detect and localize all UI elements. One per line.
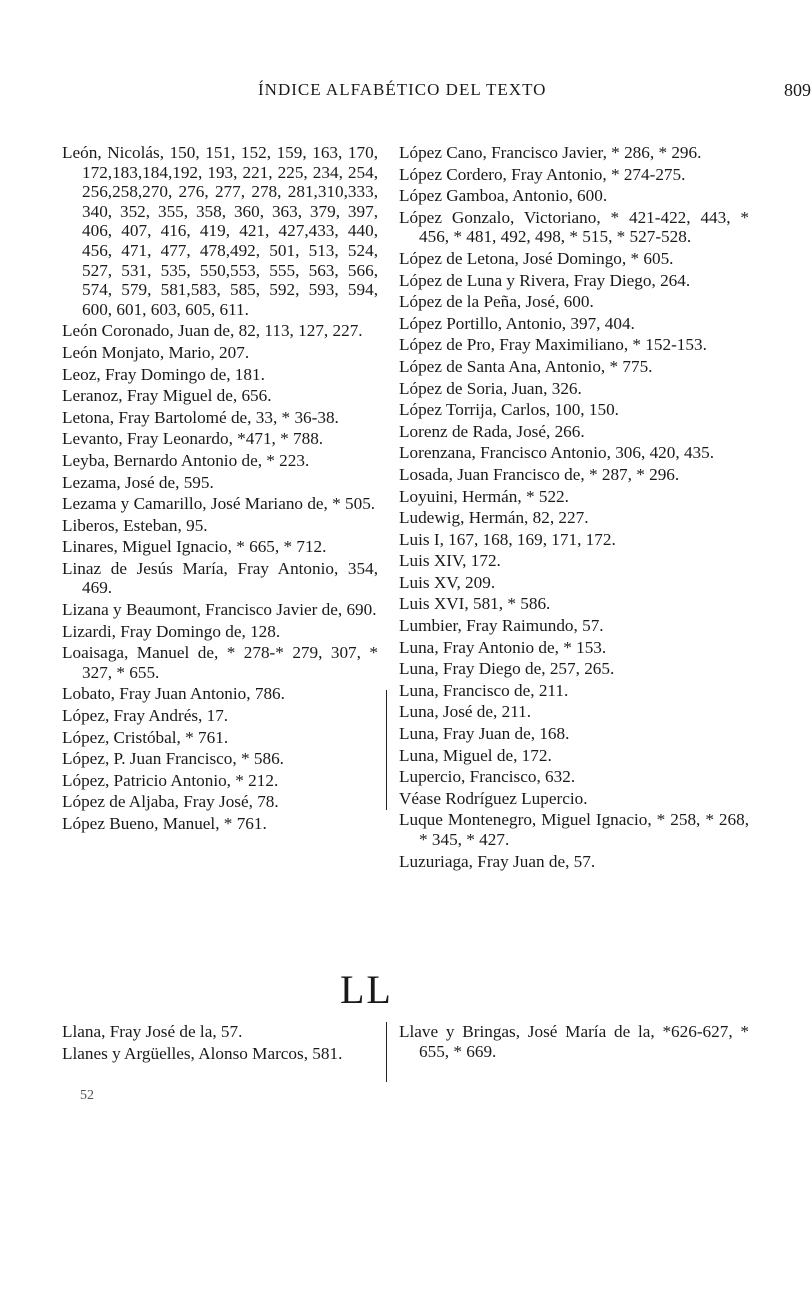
index-entry: Luis XVI, 581, * 586. bbox=[399, 594, 551, 614]
index-entry: Lorenz de Rada, José, 266. bbox=[399, 421, 585, 441]
index-entry: Lizardi, Fray Domingo de, 128. bbox=[62, 621, 281, 641]
index-entry: Luna, Fray Antonio de, * 153. bbox=[399, 637, 607, 657]
column-divider bbox=[386, 1022, 387, 1082]
index-entry: López Gamboa, Antonio, 600. bbox=[399, 186, 608, 206]
index-entry: Luzuriaga, Fray Juan de, 57. bbox=[399, 851, 596, 871]
index-column-right bbox=[399, 143, 749, 873]
index-entry: Lezama y Camarillo, José Mariano de, * 505. bbox=[62, 494, 376, 514]
index-entry: López, Patricio Antonio, * 212. bbox=[62, 770, 279, 790]
index-entry: Losada, Juan Francisco de, * 287, * 296. bbox=[399, 464, 680, 484]
index-entry: López de Santa Ana, Antonio, * 775. bbox=[399, 356, 653, 376]
ll-column-left bbox=[62, 1022, 378, 1065]
index-entry: León Monjato, Mario, 207. bbox=[62, 342, 250, 362]
index-entry: López Bueno, Manuel, * 761. bbox=[62, 814, 267, 833]
index-entry: Luna, Fray Juan de, 168. bbox=[399, 724, 570, 744]
index-entry: López Cano, Francisco Javier, * 286, * 296. bbox=[399, 143, 702, 162]
index-entry: Luis I, 167, 168, 169, 171, 172. bbox=[399, 529, 616, 549]
index-entry: León, Nicolás, 150, 151, 152, 159, 163, 170, 172,183,184,192, 193, 221, 225, 234, 254, 256,258,270, 276, 277, 278, 281,310,333, 340, 352, 355, 358, 360, 363, 379, 397, 406, 407, 416, 419, 421, 427,433, 440, 456, 471, 477, 478,492, 501, 513, 524, 527, 531, 535, 550,553, 555, 563, 566, 574, 579, 581,583, 585, 592, 593, 594, 600, 601, 603, 605, 611. bbox=[62, 143, 378, 319]
index-entry: Liberos, Esteban, 95. bbox=[62, 515, 208, 535]
index-entry: Luna, Fray Diego de, 257, 265. bbox=[399, 659, 615, 679]
index-entry: Loaisaga, Manuel de, * 278-* 279, 307, * 327, * 655. bbox=[62, 643, 378, 682]
index-entry: Levanto, Fray Leonardo, *471, * 788. bbox=[62, 429, 324, 449]
index-entry: Lobato, Fray Juan Antonio, 786. bbox=[62, 684, 285, 704]
printer-signature: 52 bbox=[80, 1088, 94, 1103]
index-column-left bbox=[62, 143, 378, 836]
page-number: 809 bbox=[784, 80, 811, 100]
index-entry: Llanes y Argüelles, Alonso Marcos, 581. bbox=[62, 1043, 343, 1063]
index-entry: Loyuini, Hermán, * 522. bbox=[399, 486, 569, 506]
column-divider bbox=[386, 690, 387, 810]
index-entry: Letona, Fray Bartolomé de, 33, * 36-38. bbox=[62, 407, 339, 427]
header-title: ÍNDICE ALFABÉTICO DEL TEXTO bbox=[258, 80, 547, 99]
index-entry: López, Cristóbal, * 761. bbox=[62, 727, 229, 747]
index-entry: Luna, Miguel de, 172. bbox=[399, 745, 552, 765]
index-entry: López de Letona, José Domingo, * 605. bbox=[399, 248, 674, 268]
index-entry: López de Luna y Rivera, Fray Diego, 264. bbox=[399, 270, 691, 290]
index-entry: Llana, Fray José de la, 57. bbox=[62, 1022, 243, 1041]
index-entry: Luna, José de, 211. bbox=[399, 702, 532, 722]
index-entry: Lizana y Beaumont, Francisco Javier de, 690. bbox=[62, 600, 377, 620]
ll-column-right bbox=[399, 1022, 749, 1063]
index-entry: Luque Montenegro, Miguel Ignacio, * 258, * 268, * 345, * 427. bbox=[399, 810, 749, 849]
index-entry: López de la Peña, José, 600. bbox=[399, 292, 594, 312]
index-entry: Véase Rodríguez Lupercio. bbox=[399, 788, 588, 808]
index-entry: Luna, Francisco de, 211. bbox=[399, 680, 569, 700]
section-heading-ll: LL bbox=[340, 967, 393, 1012]
running-header bbox=[258, 80, 811, 104]
index-entry: Leranoz, Fray Miguel de, 656. bbox=[62, 386, 272, 406]
index-entry: López Gonzalo, Victoriano, * 421-422, 443, * 456, * 481, 492, 498, * 515, * 527-528. bbox=[399, 207, 749, 247]
index-entry: Luis XIV, 172. bbox=[399, 551, 501, 571]
index-entry: Leoz, Fray Domingo de, 181. bbox=[62, 364, 265, 384]
index-entry: Lumbier, Fray Raimundo, 57. bbox=[399, 616, 604, 636]
index-entry: Luis XV, 209. bbox=[399, 572, 496, 592]
index-entry: López Portillo, Antonio, 397, 404. bbox=[399, 313, 635, 333]
index-entry: Ludewig, Hermán, 82, 227. bbox=[399, 508, 589, 528]
index-entry: López, Fray Andrés, 17. bbox=[62, 706, 229, 726]
index-entry: López de Soria, Juan, 326. bbox=[399, 378, 582, 398]
index-entry: López de Pro, Fray Maximiliano, * 152-153. bbox=[399, 335, 707, 355]
index-entry: Linares, Miguel Ignacio, * 665, * 712. bbox=[62, 537, 327, 557]
index-entry: Llave y Bringas, José María de la, *626-627, * 655, * 669. bbox=[399, 1022, 749, 1061]
index-entry: Leyba, Bernardo Antonio de, * 223. bbox=[62, 450, 310, 470]
index-entry: Lorenzana, Francisco Antonio, 306, 420, 435. bbox=[399, 443, 715, 463]
index-entry: Linaz de Jesús María, Fray Antonio, 354, 469. bbox=[62, 558, 378, 598]
index-entry: Lupercio, Francisco, 632. bbox=[399, 767, 576, 787]
index-entry: López de Aljaba, Fray José, 78. bbox=[62, 792, 279, 812]
index-entry: Lezama, José de, 595. bbox=[62, 472, 214, 492]
index-entry: López Cordero, Fray Antonio, * 274-275. bbox=[399, 164, 686, 184]
index-entry: López Torrija, Carlos, 100, 150. bbox=[399, 400, 619, 420]
index-entry: León Coronado, Juan de, 82, 113, 127, 227. bbox=[62, 321, 363, 341]
index-entry: López, P. Juan Francisco, * 586. bbox=[62, 749, 284, 769]
